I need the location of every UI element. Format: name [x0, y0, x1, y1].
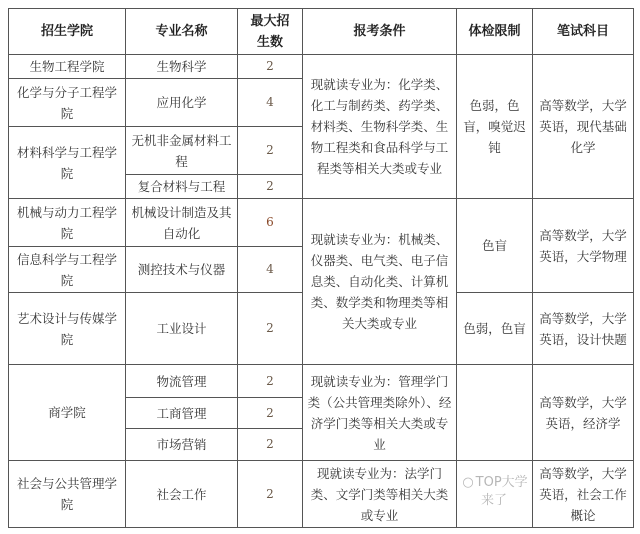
- max-cell: 4: [238, 79, 303, 127]
- max-cell: 2: [238, 127, 303, 175]
- exam-cell: 高等数学，大学英语，现代基础化学: [533, 55, 634, 199]
- requirements-cell: 现就读专业为：化学类、化工与制药类、药学类、材料类、生物科学类、生物工程类和食品科学与工程类等相关大类或专业: [303, 55, 457, 199]
- college-cell: 机械与动力工程学院: [9, 199, 126, 247]
- major-cell: 复合材料与工程: [126, 175, 238, 199]
- college-cell: 生物工程学院: [9, 55, 126, 79]
- header-exam: 笔试科目: [533, 9, 634, 55]
- physical-cell: 色弱，色盲，嗅觉迟钝: [457, 55, 533, 199]
- college-cell: 商学院: [9, 365, 126, 461]
- table-row: [9, 365, 634, 398]
- max-cell: 4: [238, 247, 303, 293]
- college-cell: 社会与公共管理学院: [9, 461, 126, 528]
- max-cell: 2: [238, 175, 303, 199]
- exam-cell: 高等数学，大学英语，社会工作概论: [533, 461, 634, 528]
- college-cell: 艺术设计与传媒学院: [9, 293, 126, 365]
- watermark: [462, 474, 528, 510]
- requirements-cell: 现就读专业为：法学门类、文学门类等相关大类或专业: [303, 461, 457, 528]
- table-row: [9, 461, 634, 528]
- exam-cell: 高等数学，大学英语，设计快题: [533, 293, 634, 365]
- max-cell: 2: [238, 461, 303, 528]
- max-cell: 2: [238, 55, 303, 79]
- table-row: [9, 55, 634, 79]
- physical-cell: 色弱，色盲: [457, 293, 533, 365]
- header-max-enroll: 最大招生数: [238, 9, 303, 55]
- physical-cell: 色盲: [457, 199, 533, 293]
- header-requirements: 报考条件: [303, 9, 457, 55]
- max-cell: 2: [238, 293, 303, 365]
- header-physical: 体检限制: [457, 9, 533, 55]
- max-cell: 2: [238, 398, 303, 429]
- major-cell: 生物科学: [126, 55, 238, 79]
- header-major: 专业名称: [126, 9, 238, 55]
- college-cell: 信息科学与工程学院: [9, 247, 126, 293]
- major-cell: 机械设计制造及其自动化: [126, 199, 238, 247]
- major-cell: 市场营销: [126, 429, 238, 461]
- physical-cell: [457, 365, 533, 461]
- header-row: [9, 9, 634, 55]
- college-cell: 材料科学与工程学院: [9, 127, 126, 199]
- admissions-table: [8, 8, 634, 528]
- wechat-icon: ○: [462, 475, 474, 490]
- table-row: [9, 199, 634, 247]
- major-cell: 工商管理: [126, 398, 238, 429]
- requirements-cell: 现就读专业为：机械类、仪器类、电气类、电子信息类、自动化类、计算机类、数学类和物理类等相关大类或专业: [303, 199, 457, 365]
- major-cell: 应用化学: [126, 79, 238, 127]
- major-cell: 物流管理: [126, 365, 238, 398]
- exam-cell: 高等数学，大学英语，大学物理: [533, 199, 634, 293]
- max-cell: 6: [238, 199, 303, 247]
- watermark-text: TOP大学来了: [475, 475, 528, 508]
- max-cell: 2: [238, 429, 303, 461]
- major-cell: 测控技术与仪器: [126, 247, 238, 293]
- max-cell: 2: [238, 365, 303, 398]
- exam-cell: 高等数学，大学英语，经济学: [533, 365, 634, 461]
- major-cell: 无机非金属材料工程: [126, 127, 238, 175]
- major-cell: 社会工作: [126, 461, 238, 528]
- college-cell: 化学与分子工程学院: [9, 79, 126, 127]
- requirements-cell: 现就读专业为：管理学门类（公共管理类除外）、经济学门类等相关大类或专业: [303, 365, 457, 461]
- major-cell: 工业设计: [126, 293, 238, 365]
- header-college: 招生学院: [9, 9, 126, 55]
